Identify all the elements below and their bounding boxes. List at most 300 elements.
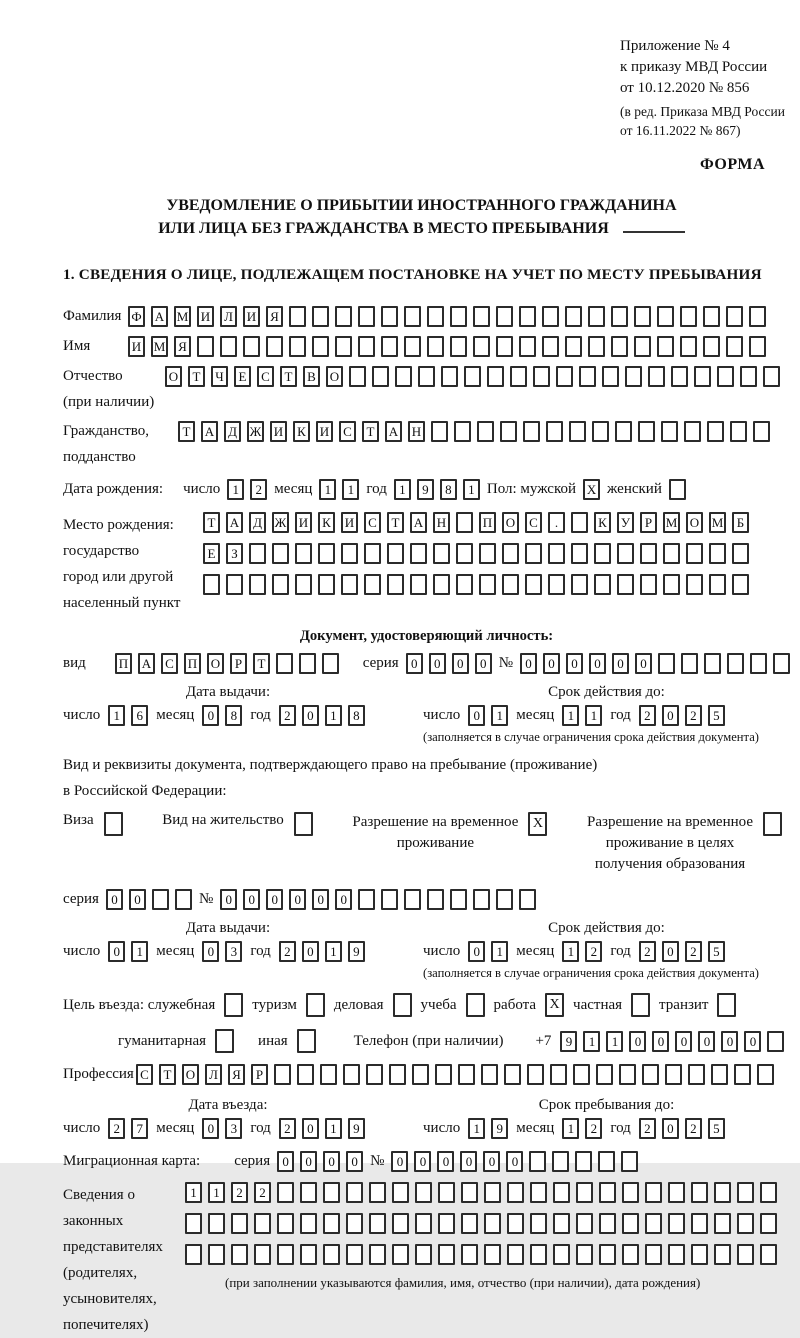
char-cell[interactable]: 1 [562,705,579,726]
char-cell[interactable] [638,421,655,442]
entry-year-cells[interactable] [279,1118,365,1139]
char-cell[interactable]: Ж [272,512,289,533]
char-cell[interactable] [530,1244,547,1265]
char-cell[interactable] [714,1213,731,1234]
char-cell[interactable] [598,1151,615,1172]
char-cell[interactable] [576,1244,593,1265]
char-cell[interactable] [295,543,312,564]
id-number-cells[interactable] [520,653,790,674]
char-cell[interactable]: И [128,336,145,357]
char-cell[interactable] [592,421,609,442]
char-cell[interactable] [496,336,513,357]
char-cell[interactable] [573,1064,590,1085]
char-cell[interactable] [542,306,559,327]
char-cell[interactable] [473,306,490,327]
char-cell[interactable] [358,336,375,357]
char-cell[interactable] [546,421,563,442]
mig-seriya-cells[interactable] [277,1151,363,1172]
char-cell[interactable] [456,543,473,564]
char-cell[interactable]: . [548,512,565,533]
char-cell[interactable] [410,543,427,564]
stay-valid-month-cells[interactable] [562,941,602,962]
female-checkbox-cell[interactable] [669,479,686,500]
char-cell[interactable]: 0 [302,941,319,962]
char-cell[interactable] [686,543,703,564]
char-cell[interactable]: М [151,336,168,357]
char-cell[interactable] [619,1064,636,1085]
char-cell[interactable] [611,306,628,327]
char-cell[interactable]: Т [178,421,195,442]
char-cell[interactable] [404,306,421,327]
char-cell[interactable] [665,1064,682,1085]
char-cell[interactable] [737,1182,754,1203]
char-cell[interactable]: З [226,543,243,564]
char-cell[interactable]: 6 [131,705,148,726]
char-cell[interactable]: Л [220,306,237,327]
char-cell[interactable] [681,653,698,674]
char-cell[interactable]: 0 [429,653,446,674]
char-cell[interactable]: 0 [220,889,237,910]
char-cell[interactable] [295,574,312,595]
char-cell[interactable]: Р [230,653,247,674]
work-checkbox[interactable] [545,993,564,1017]
char-cell[interactable] [588,306,605,327]
birth-year-cells[interactable] [394,479,480,500]
char-cell[interactable]: А [226,512,243,533]
char-cell[interactable] [519,306,536,327]
char-cell[interactable] [657,336,674,357]
char-cell[interactable]: П [479,512,496,533]
char-cell[interactable]: С [257,366,274,387]
char-cell[interactable]: 8 [225,705,242,726]
char-cell[interactable]: 2 [585,941,602,962]
char-cell[interactable] [249,543,266,564]
id-valid-day-cells[interactable] [468,705,508,726]
char-cell[interactable] [369,1244,386,1265]
char-cell[interactable] [703,306,720,327]
char-cell[interactable]: Д [224,421,241,442]
char-cell[interactable] [274,1064,291,1085]
char-cell[interactable] [358,889,375,910]
char-cell[interactable]: О [686,512,703,533]
profession-cells[interactable] [136,1064,774,1085]
official-checkbox-cell[interactable] [224,993,243,1017]
char-cell[interactable] [548,543,565,564]
char-cell[interactable] [461,1244,478,1265]
char-cell[interactable] [484,1182,501,1203]
char-cell[interactable]: 2 [639,941,656,962]
char-cell[interactable]: Е [234,366,251,387]
char-cell[interactable]: 1 [585,705,602,726]
legal-cells-row3[interactable] [185,1244,777,1265]
char-cell[interactable]: 1 [463,479,480,500]
char-cell[interactable] [760,1182,777,1203]
char-cell[interactable] [479,543,496,564]
char-cell[interactable] [438,1213,455,1234]
char-cell[interactable] [366,1064,383,1085]
char-cell[interactable] [588,336,605,357]
char-cell[interactable]: Л [205,1064,222,1085]
char-cell[interactable]: Т [203,512,220,533]
char-cell[interactable] [500,421,517,442]
char-cell[interactable] [657,306,674,327]
char-cell[interactable]: У [617,512,634,533]
char-cell[interactable] [254,1213,271,1234]
char-cell[interactable] [530,1213,547,1234]
char-cell[interactable]: И [341,512,358,533]
char-cell[interactable] [525,543,542,564]
char-cell[interactable]: 0 [312,889,329,910]
birthplace-cells-row2[interactable] [203,543,749,564]
char-cell[interactable] [507,1244,524,1265]
char-cell[interactable]: 8 [348,705,365,726]
char-cell[interactable] [709,543,726,564]
char-cell[interactable] [621,1151,638,1172]
char-cell[interactable]: 0 [662,941,679,962]
char-cell[interactable]: 2 [279,1118,296,1139]
char-cell[interactable]: И [243,306,260,327]
until-day-cells[interactable] [468,1118,508,1139]
char-cell[interactable]: А [410,512,427,533]
char-cell[interactable]: 0 [506,1151,523,1172]
char-cell[interactable] [704,653,721,674]
rvp-checkbox-cell[interactable]: X [528,812,547,836]
char-cell[interactable] [343,1064,360,1085]
char-cell[interactable] [711,1064,728,1085]
char-cell[interactable] [727,653,744,674]
birth-month-cells[interactable] [319,479,359,500]
char-cell[interactable] [640,574,657,595]
char-cell[interactable]: С [339,421,356,442]
char-cell[interactable] [473,889,490,910]
char-cell[interactable] [691,1182,708,1203]
char-cell[interactable] [542,336,559,357]
char-cell[interactable] [519,336,536,357]
char-cell[interactable]: 0 [698,1031,715,1052]
char-cell[interactable] [760,1213,777,1234]
char-cell[interactable]: П [184,653,201,674]
char-cell[interactable] [392,1182,409,1203]
char-cell[interactable] [596,1064,613,1085]
char-cell[interactable]: 1 [325,1118,342,1139]
char-cell[interactable] [571,512,588,533]
birthplace-cells-row3[interactable] [203,574,749,595]
char-cell[interactable] [297,1064,314,1085]
char-cell[interactable] [479,574,496,595]
char-cell[interactable]: М [663,512,680,533]
id-issue-day-cells[interactable] [108,705,148,726]
private-checkbox-cell[interactable] [631,993,650,1017]
char-cell[interactable]: М [174,306,191,327]
char-cell[interactable]: 1 [131,941,148,962]
id-vid-cells[interactable] [115,653,339,674]
char-cell[interactable] [461,1182,478,1203]
legal-cells-row2[interactable] [185,1213,777,1234]
char-cell[interactable] [552,1151,569,1172]
char-cell[interactable]: 9 [560,1031,577,1052]
char-cell[interactable] [684,421,701,442]
id-valid-year-cells[interactable] [639,705,725,726]
char-cell[interactable]: 0 [108,941,125,962]
char-cell[interactable] [726,336,743,357]
char-cell[interactable] [640,543,657,564]
char-cell[interactable] [323,1244,340,1265]
residence-permit-checkbox[interactable] [294,812,313,836]
char-cell[interactable] [767,1031,784,1052]
char-cell[interactable]: 0 [202,705,219,726]
char-cell[interactable] [658,653,675,674]
char-cell[interactable] [714,1182,731,1203]
until-month-cells[interactable] [562,1118,602,1139]
char-cell[interactable] [763,366,780,387]
char-cell[interactable]: 2 [279,941,296,962]
char-cell[interactable] [226,574,243,595]
char-cell[interactable]: 0 [289,889,306,910]
char-cell[interactable]: 0 [437,1151,454,1172]
char-cell[interactable] [617,574,634,595]
char-cell[interactable] [753,421,770,442]
char-cell[interactable] [243,336,260,357]
char-cell[interactable]: С [136,1064,153,1085]
char-cell[interactable] [410,574,427,595]
char-cell[interactable] [694,366,711,387]
char-cell[interactable]: 0 [202,941,219,962]
business-checkbox[interactable] [393,993,412,1017]
char-cell[interactable] [266,336,283,357]
other-purpose-checkbox-cell[interactable] [297,1029,316,1053]
char-cell[interactable]: 0 [414,1151,431,1172]
char-cell[interactable]: 0 [452,653,469,674]
char-cell[interactable]: Т [159,1064,176,1085]
char-cell[interactable]: 0 [302,705,319,726]
char-cell[interactable] [565,336,582,357]
char-cell[interactable] [312,336,329,357]
char-cell[interactable] [415,1213,432,1234]
char-cell[interactable]: К [293,421,310,442]
char-cell[interactable] [433,574,450,595]
other-purpose-checkbox[interactable] [297,1029,316,1053]
char-cell[interactable] [703,336,720,357]
char-cell[interactable]: 1 [185,1182,202,1203]
birthplace-cells-row1[interactable] [203,512,749,533]
char-cell[interactable] [550,1064,567,1085]
char-cell[interactable]: 1 [108,705,125,726]
char-cell[interactable] [335,336,352,357]
char-cell[interactable]: 2 [685,705,702,726]
char-cell[interactable]: 1 [208,1182,225,1203]
char-cell[interactable] [364,543,381,564]
patronymic-cells[interactable] [165,366,780,387]
char-cell[interactable]: 0 [612,653,629,674]
char-cell[interactable]: 0 [744,1031,761,1052]
char-cell[interactable] [594,574,611,595]
tourism-checkbox[interactable] [306,993,325,1017]
char-cell[interactable]: Б [732,512,749,533]
char-cell[interactable] [569,421,586,442]
char-cell[interactable]: 2 [108,1118,125,1139]
char-cell[interactable] [661,421,678,442]
char-cell[interactable] [726,306,743,327]
char-cell[interactable]: 0 [391,1151,408,1172]
char-cell[interactable] [392,1244,409,1265]
char-cell[interactable] [663,574,680,595]
char-cell[interactable] [671,366,688,387]
char-cell[interactable]: 9 [348,941,365,962]
char-cell[interactable] [415,1182,432,1203]
char-cell[interactable] [335,306,352,327]
stay-issue-month-cells[interactable] [202,941,242,962]
char-cell[interactable] [277,1244,294,1265]
char-cell[interactable]: 0 [406,653,423,674]
char-cell[interactable] [254,1244,271,1265]
char-cell[interactable]: 0 [277,1151,294,1172]
transit-checkbox-cell[interactable] [717,993,736,1017]
business-checkbox-cell[interactable] [393,993,412,1017]
char-cell[interactable] [381,889,398,910]
char-cell[interactable] [484,1213,501,1234]
char-cell[interactable] [565,306,582,327]
visa-checkbox[interactable] [104,812,123,836]
char-cell[interactable] [300,1244,317,1265]
char-cell[interactable]: И [270,421,287,442]
stay-seriya-cells[interactable] [106,889,192,910]
char-cell[interactable]: 8 [440,479,457,500]
char-cell[interactable]: 1 [562,1118,579,1139]
char-cell[interactable]: К [594,512,611,533]
char-cell[interactable] [523,421,540,442]
char-cell[interactable] [525,574,542,595]
char-cell[interactable] [450,306,467,327]
char-cell[interactable] [502,574,519,595]
char-cell[interactable] [529,1151,546,1172]
char-cell[interactable]: А [138,653,155,674]
char-cell[interactable] [404,889,421,910]
char-cell[interactable] [730,421,747,442]
char-cell[interactable] [571,574,588,595]
char-cell[interactable] [622,1182,639,1203]
char-cell[interactable] [203,574,220,595]
stay-issue-year-cells[interactable] [279,941,365,962]
char-cell[interactable] [454,421,471,442]
char-cell[interactable]: 0 [300,1151,317,1172]
char-cell[interactable]: 0 [662,1118,679,1139]
char-cell[interactable] [510,366,527,387]
char-cell[interactable] [341,543,358,564]
char-cell[interactable]: 1 [319,479,336,500]
char-cell[interactable]: Ф [128,306,145,327]
char-cell[interactable]: 0 [468,941,485,962]
char-cell[interactable]: 2 [254,1182,271,1203]
official-checkbox[interactable] [224,993,243,1017]
char-cell[interactable] [456,574,473,595]
char-cell[interactable] [579,366,596,387]
char-cell[interactable]: 0 [302,1118,319,1139]
char-cell[interactable] [289,336,306,357]
char-cell[interactable] [433,543,450,564]
char-cell[interactable] [668,1213,685,1234]
char-cell[interactable]: 2 [639,705,656,726]
residence-permit-checkbox-cell[interactable] [294,812,313,836]
char-cell[interactable]: 0 [266,889,283,910]
char-cell[interactable]: 2 [279,705,296,726]
char-cell[interactable] [458,1064,475,1085]
char-cell[interactable]: 1 [562,941,579,962]
char-cell[interactable]: 0 [460,1151,477,1172]
char-cell[interactable]: 9 [491,1118,508,1139]
char-cell[interactable]: 0 [106,889,123,910]
tourism-checkbox-cell[interactable] [306,993,325,1017]
char-cell[interactable] [732,543,749,564]
stay-number-cells[interactable] [220,889,536,910]
char-cell[interactable] [152,889,169,910]
char-cell[interactable] [575,1151,592,1172]
char-cell[interactable] [634,336,651,357]
private-checkbox[interactable] [631,993,650,1017]
char-cell[interactable]: 0 [662,705,679,726]
char-cell[interactable] [346,1182,363,1203]
char-cell[interactable]: 3 [225,1118,242,1139]
char-cell[interactable]: 5 [708,705,725,726]
char-cell[interactable] [553,1213,570,1234]
char-cell[interactable] [556,366,573,387]
char-cell[interactable] [645,1182,662,1203]
char-cell[interactable] [323,1213,340,1234]
entry-day-cells[interactable] [108,1118,148,1139]
phone-cells[interactable] [560,1031,784,1052]
char-cell[interactable] [427,336,444,357]
entry-month-cells[interactable] [202,1118,242,1139]
char-cell[interactable] [427,889,444,910]
char-cell[interactable] [737,1244,754,1265]
char-cell[interactable] [707,421,724,442]
char-cell[interactable]: О [207,653,224,674]
char-cell[interactable] [530,1182,547,1203]
char-cell[interactable] [481,1064,498,1085]
rvp-checkbox[interactable] [528,812,547,836]
char-cell[interactable] [322,653,339,674]
char-cell[interactable] [277,1213,294,1234]
char-cell[interactable] [441,366,458,387]
char-cell[interactable] [231,1213,248,1234]
char-cell[interactable]: 0 [129,889,146,910]
char-cell[interactable] [680,306,697,327]
visa-checkbox-cell[interactable] [104,812,123,836]
char-cell[interactable] [773,653,790,674]
char-cell[interactable] [427,306,444,327]
char-cell[interactable] [300,1182,317,1203]
char-cell[interactable] [346,1213,363,1234]
char-cell[interactable] [358,306,375,327]
char-cell[interactable] [185,1244,202,1265]
char-cell[interactable] [364,574,381,595]
char-cell[interactable]: Н [433,512,450,533]
char-cell[interactable] [320,1064,337,1085]
char-cell[interactable] [464,366,481,387]
char-cell[interactable] [450,889,467,910]
char-cell[interactable] [318,543,335,564]
mig-number-cells[interactable] [391,1151,638,1172]
char-cell[interactable]: И [316,421,333,442]
char-cell[interactable]: 0 [589,653,606,674]
char-cell[interactable] [381,306,398,327]
char-cell[interactable] [622,1244,639,1265]
char-cell[interactable] [418,366,435,387]
char-cell[interactable] [668,1182,685,1203]
char-cell[interactable] [527,1064,544,1085]
char-cell[interactable]: 1 [606,1031,623,1052]
char-cell[interactable] [404,336,421,357]
char-cell[interactable]: 0 [323,1151,340,1172]
